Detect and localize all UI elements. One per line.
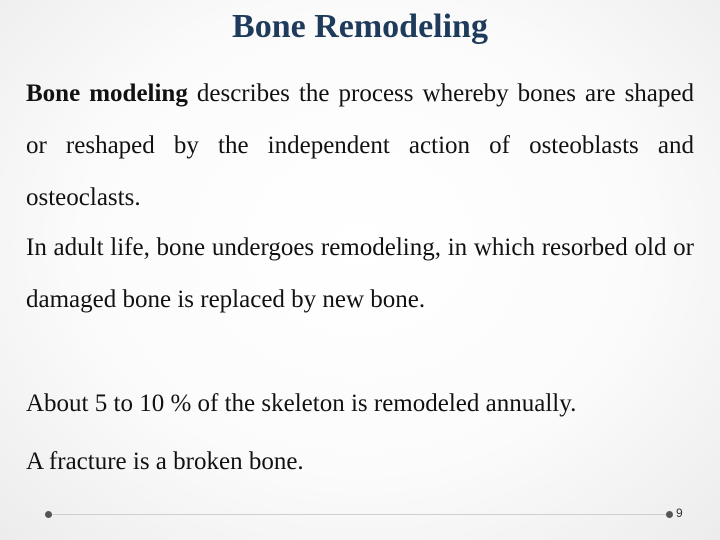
- paragraph-remodel-rate: About 5 to 10 % of the skeleton is remodeled annually.: [26, 390, 577, 417]
- paragraph-fracture: A fracture is a broken bone.: [26, 448, 304, 475]
- paragraph-adult-remodeling: In adult life, bone undergoes remodeling, in which resorbed old or damaged bone is replaced by new bone.: [26, 234, 694, 313]
- page-number: 9: [676, 506, 683, 520]
- slide-title: Bone Remodeling: [232, 8, 488, 45]
- paragraph-bone-modeling: [26, 68, 694, 224]
- footer-right-dot-icon: [666, 511, 673, 518]
- footer-divider: [48, 514, 672, 515]
- bold-term-bone-modeling: Bone modeling: [26, 80, 188, 107]
- footer-left-dot-icon: [45, 511, 52, 518]
- paragraph-bone-modeling-text: describes the process whereby bones are shaped or reshaped by the independent action of osteoblasts and osteoclasts.: [26, 80, 695, 211]
